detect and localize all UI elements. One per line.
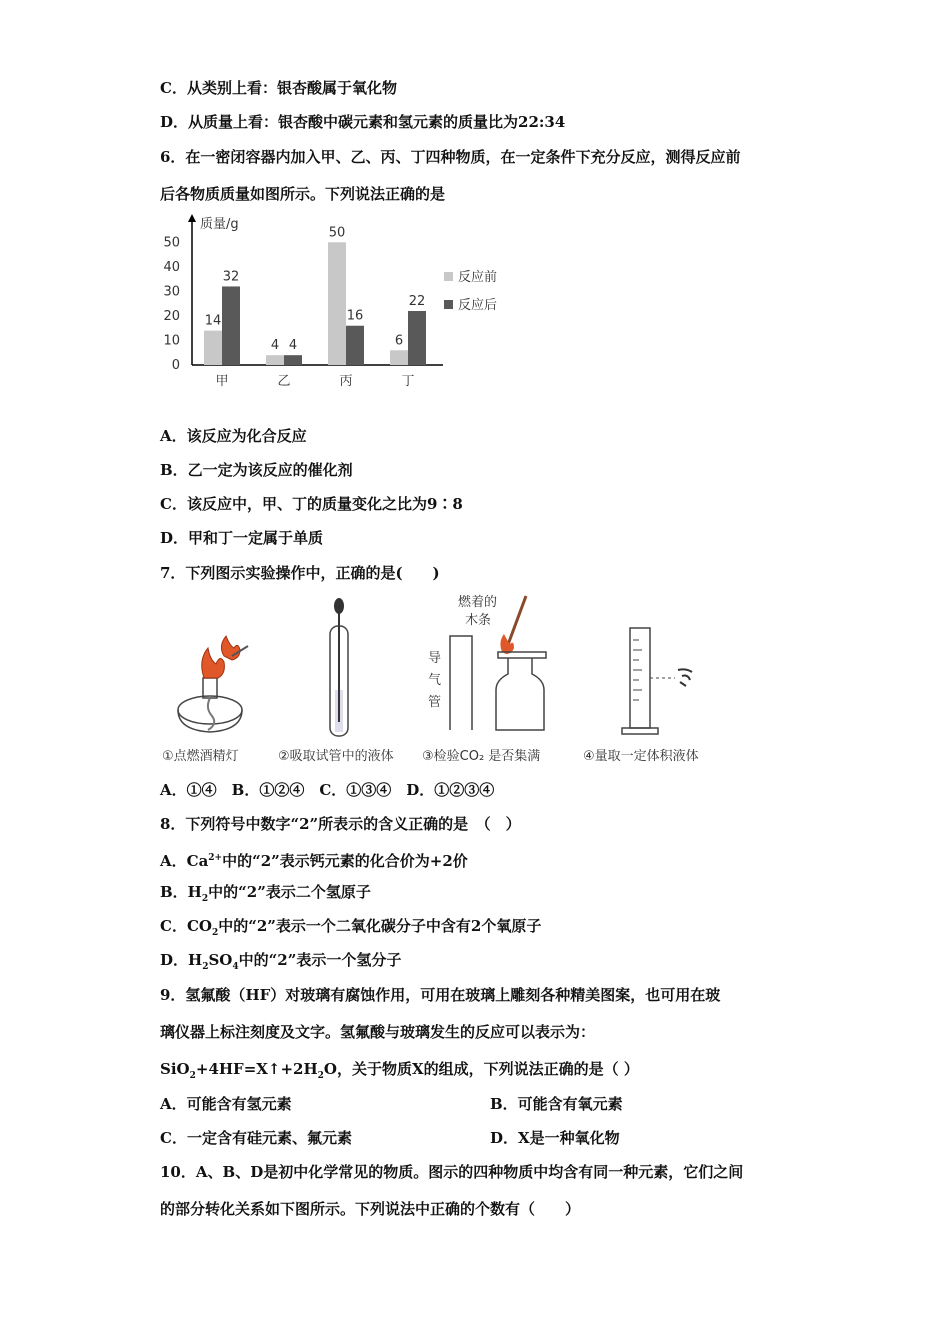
gas-tube-label-3: 管 [428, 695, 442, 710]
q10-stem-line1: 10．A、B、D是初中化学常见的物质。图示的四种物质中均含有同一种元素，它们之间 [160, 1163, 744, 1181]
q9-option-d: D．X是一种氧化物 [490, 1129, 620, 1147]
bar-甲-反应前 [204, 331, 222, 365]
q6-stem-line2: 后各物质质量如图所示。下列说法正确的是 [160, 185, 446, 203]
q9-option-c: C．一定含有硅元素、氟元素 [160, 1129, 352, 1147]
y-tick-label: 20 [163, 308, 180, 324]
graduated-cylinder-illustration [622, 628, 692, 734]
q9-stem-line2: 璃仪器上标注刻度及文字。氢氟酸与玻璃发生的反应可以表示为： [160, 1023, 596, 1041]
x-tick-label: 丙 [339, 374, 353, 389]
legend-label: 反应前 [458, 270, 498, 285]
data-label: 22 [408, 294, 426, 309]
q9-stem-line1: 9．氢氟酸（HF）对玻璃有腐蚀作用，可用在玻璃上雕刻各种精美图案，也可用在玻 [160, 986, 721, 1004]
q9-option-b: B．可能含有氧元素 [490, 1095, 623, 1113]
bar-乙-反应后 [284, 355, 302, 365]
bar-丁-反应后 [408, 311, 426, 365]
legend-swatch [444, 300, 453, 309]
q8-option-a: A．$Ca^{2+}$中的“2”表示钙元素的化合价为+2价 [160, 852, 468, 870]
q8-option-b: B．$H_2$中的“2”表示二个氢原子 [160, 883, 371, 904]
q6-stem-line1: 6．在一密闭容器内加入甲、乙、丙、丁四种物质，在一定条件下充分反应，测得反应前 [160, 148, 741, 166]
data-label: 50 [328, 225, 346, 241]
x-tick-label: 丁 [401, 374, 415, 389]
test-tube-dropper-illustration [330, 598, 348, 736]
q6-mass-bar-chart [158, 210, 538, 395]
y-axis-label: 质量/g [200, 217, 239, 232]
q6-option-c: C．该反应中，甲、丁的质量变化之比为9∶8 [160, 495, 463, 513]
q8-stem: 8．下列符号中数字“2”所表示的含义正确的是 （ ） [160, 815, 521, 833]
caption-4: ④量取一定体积液体 [583, 749, 699, 764]
data-label: 4 [270, 338, 280, 354]
bar-丙-反应前 [328, 242, 346, 365]
bar-甲-反应后 [222, 286, 240, 365]
gas-tube-label-1: 导 [428, 651, 442, 666]
q10-stem-line2: 的部分转化关系如下图所示。下列说法中正确的个数有（ ） [160, 1200, 581, 1218]
burning-stick-label: 燃着的 [458, 595, 498, 610]
x-tick-label: 乙 [277, 374, 291, 389]
q7-options: A．①④ B．①②④ C．①③④ D．①②③④ [160, 781, 495, 799]
y-axis-arrow [188, 214, 196, 222]
bar-丁-反应前 [390, 350, 408, 365]
caption-2: ②吸取试管中的液体 [278, 749, 394, 764]
q7-stem: 7．下列图示实验操作中，正确的是( ) [160, 564, 440, 582]
caption-1: ①点燃酒精灯 [162, 749, 239, 764]
q8-option-c: C．$CO_2$中的“2”表示一个二氧化碳分子中含有2个氧原子 [160, 917, 542, 938]
q5-option-d: D．从质量上看：银杏酸中碳元素和氢元素的质量比为22:34 [160, 113, 566, 131]
data-label: 16 [346, 308, 364, 324]
data-label: 14 [204, 313, 222, 329]
data-label: 32 [222, 269, 240, 285]
q9-option-a: A．可能含有氢元素 [160, 1095, 292, 1113]
q6-option-d: D．甲和丁一定属于单质 [160, 529, 324, 547]
gas-tube-label-2: 气 [428, 673, 442, 688]
y-tick-label: 30 [163, 284, 180, 300]
y-tick-label: 40 [163, 259, 180, 275]
bar-丙-反应后 [346, 326, 364, 365]
bar-乙-反应前 [266, 355, 284, 365]
q6-option-b: B．乙一定为该反应的催化剂 [160, 461, 353, 479]
gas-bottle-illustration [428, 590, 546, 730]
x-tick-label: 甲 [215, 374, 229, 389]
y-tick-label: 10 [163, 333, 180, 349]
alcohol-lamp-illustration [178, 636, 248, 732]
y-tick-label: 50 [163, 235, 180, 251]
legend-swatch [444, 272, 453, 281]
legend-label: 反应后 [458, 298, 498, 313]
caption-3: ③检验CO₂ 是否集满 [422, 749, 541, 764]
data-label: 4 [288, 338, 298, 354]
data-label: 6 [394, 333, 404, 349]
q9-equation: $SiO_2+4HF=X↑+2H_2O$，关于物质X的组成，下列说法正确的是（ ） [160, 1060, 639, 1081]
q7-apparatus-figure [160, 590, 750, 770]
burning-stick-label2: 木条 [465, 613, 492, 628]
q6-option-a: A．该反应为化合反应 [160, 427, 307, 445]
q8-option-d: D．$H_2SO_4$中的“2”表示一个氢分子 [160, 951, 402, 972]
q5-option-c: C．从类别上看：银杏酸属于氧化物 [160, 79, 397, 97]
y-tick-label: 0 [171, 358, 180, 373]
